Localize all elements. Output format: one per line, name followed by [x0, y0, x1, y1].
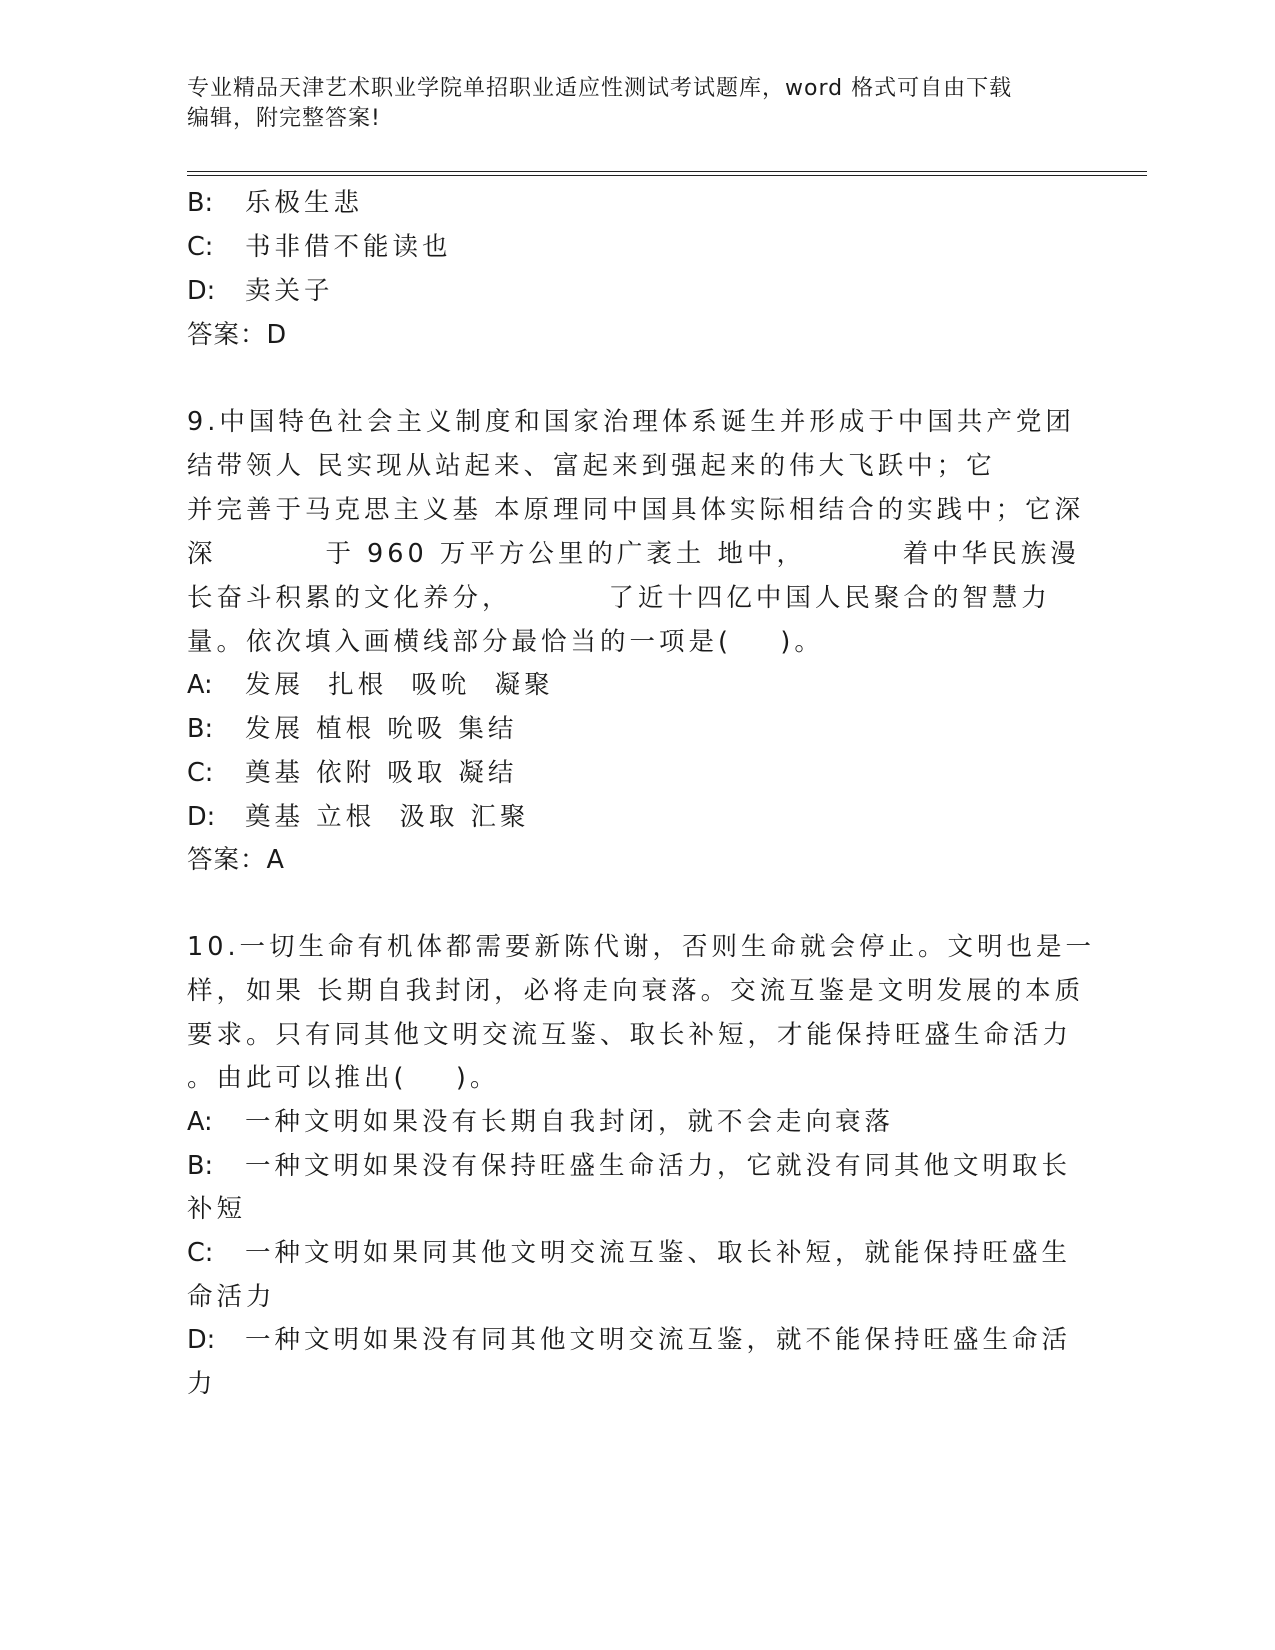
q10-option-d	[187, 1323, 1071, 1357]
q9-stem-line: 结带领人 民实现从站起来、富起来到强起来的伟大飞跃中；它	[187, 451, 996, 481]
q9-stem-line: 并完善于马克思主义基 本原理同中国具体实际相结合的实践中；它深	[187, 495, 1085, 525]
q10-option-d-continued: 力	[187, 1369, 217, 1399]
option-label: D:	[187, 276, 216, 306]
option-text: 奠基 立根 汲取 汇聚	[245, 802, 530, 832]
option-label: D:	[187, 1325, 216, 1355]
q10-stem-line: 样，如果 长期自我封闭，必将走向衰落。交流互鉴是文明发展的本质	[187, 976, 1085, 1006]
header-title-line-2: 编辑，附完整答案!	[187, 106, 381, 131]
q10-stem-line: 。由此可以推出( )。	[187, 1063, 500, 1093]
option-text: 一种文明如果没有长期自我封闭，就不会走向衰落	[245, 1107, 895, 1137]
q8-answer: 答案：D	[187, 320, 288, 350]
q9-option-a	[187, 668, 554, 702]
q9-option-b	[187, 712, 517, 746]
q9-option-c	[187, 756, 517, 790]
option-text: 卖关子	[245, 276, 334, 306]
q9-option-d	[187, 800, 529, 834]
q10-option-b	[187, 1149, 1071, 1183]
header-title-line-1: 专业精品天津艺术职业学院单招职业适应性测试考试题库，word 格式可自由下载	[187, 76, 1013, 101]
q8-option-d	[187, 274, 334, 308]
option-text: 乐极生悲	[245, 188, 364, 218]
option-text: 奠基 依附 吸取 凝结	[245, 758, 518, 788]
option-label: B:	[187, 188, 214, 218]
q8-option-c	[187, 230, 452, 264]
q8-option-b	[187, 186, 363, 220]
q10-option-b-continued: 补短	[187, 1194, 247, 1224]
q9-answer: 答案：A	[187, 845, 285, 875]
q9-stem-line: 深 于 960 万平方公里的广袤土 地中， 着中华民族漫	[187, 539, 1080, 569]
option-text: 一种文明如果没有同其他文明交流互鉴，就不能保持旺盛生命活	[245, 1325, 1072, 1355]
q10-stem-line: 要求。只有同其他文明交流互鉴、取长补短，才能保持旺盛生命活力	[187, 1020, 1073, 1050]
q9-stem-line: 长奋斗积累的文化养分， 了近十四亿中国人民聚合的智慧力	[187, 583, 1051, 613]
option-label: A:	[187, 670, 213, 700]
option-label: D:	[187, 802, 216, 832]
q10-option-a	[187, 1105, 894, 1139]
option-label: A:	[187, 1107, 213, 1137]
option-label: C:	[187, 232, 214, 262]
q9-stem-line: 量。依次填入画横线部分最恰当的一项是( )。	[187, 627, 824, 657]
option-text: 一种文明如果同其他文明交流互鉴、取长补短，就能保持旺盛生	[245, 1238, 1072, 1268]
option-text: 一种文明如果没有保持旺盛生命活力，它就没有同其他文明取长	[245, 1151, 1072, 1181]
option-label: C:	[187, 758, 214, 788]
option-label: B:	[187, 1151, 214, 1181]
page-header	[187, 74, 1067, 134]
q10-option-c	[187, 1236, 1071, 1270]
option-text: 书非借不能读也	[245, 232, 452, 262]
option-label: C:	[187, 1238, 214, 1268]
option-label: B:	[187, 714, 214, 744]
q9-stem-line: 9.中国特色社会主义制度和国家治理体系诞生并形成于中国共产党团	[187, 407, 1075, 437]
header-rule-bottom	[187, 175, 1147, 176]
option-text: 发展 植根 吮吸 集结	[245, 714, 518, 744]
q10-option-c-continued: 命活力	[187, 1282, 276, 1312]
option-text: 发展 扎根 吸吮 凝聚	[245, 670, 554, 700]
header-rule-top	[187, 171, 1147, 172]
q10-stem-line: 10.一切生命有机体都需要新陈代谢，否则生命就会停止。文明也是一	[187, 932, 1096, 962]
